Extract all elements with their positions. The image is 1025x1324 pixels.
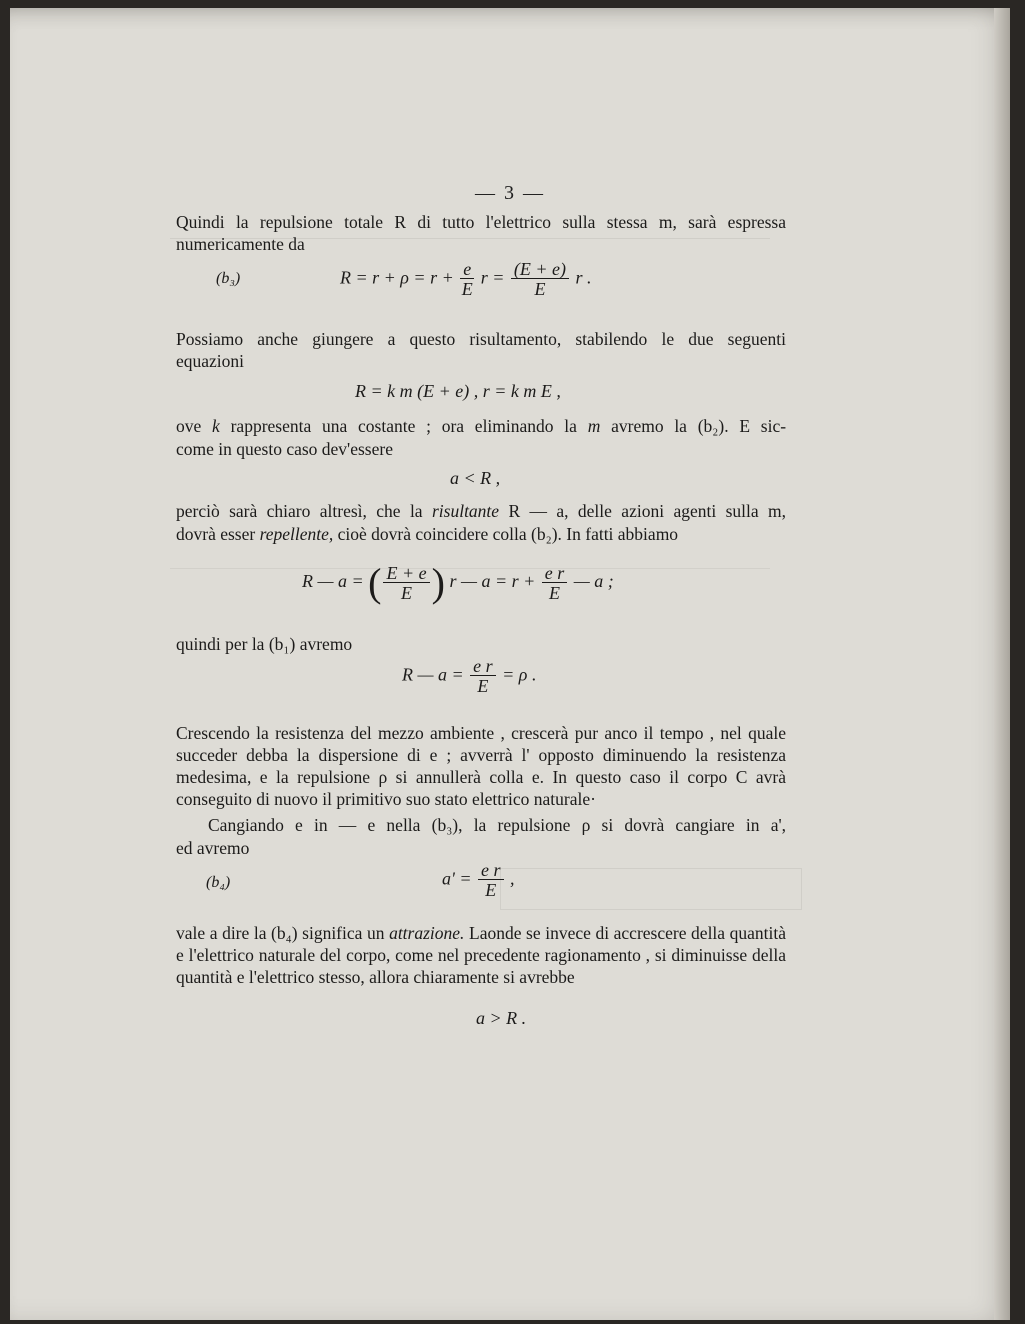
paragraph-line: Possiamo anche giungere a questo risultamento, stabilendo le due seguenti <box>176 329 786 349</box>
equation-difference <box>302 560 614 605</box>
text-run-italic: k <box>212 416 220 436</box>
fraction-numerator: E + e <box>383 564 429 583</box>
equation-mid: r — a = r + <box>449 571 536 592</box>
equation-tail: — a ; <box>573 571 614 592</box>
paragraph-resistance: Crescendo la resistenza del mezzo ambiente , crescerà pur anco il tempo , nel quale succeder debba la dispersione di e ; avverrà l' opposto diminuendo la resistenza medesima, e la repulsione ρ si annullerà colla e. In questo caso il corpo C avrà conseguito di nuovo il primitivo suo stato elettrico naturale· <box>176 723 786 809</box>
paragraph-line: equazioni <box>176 351 245 371</box>
fraction <box>470 657 496 696</box>
fraction-numerator: e <box>460 260 474 279</box>
paragraph-line <box>176 500 786 522</box>
text-run: ove <box>176 416 202 436</box>
text-run: cioè dovrà coincidere colla (b₂). In fatti abbiamo <box>337 524 679 544</box>
equation-tail: , <box>510 868 515 889</box>
fraction <box>542 564 568 603</box>
equation-lhs: R — a = <box>402 664 464 685</box>
text-run-italic: attrazione. <box>389 923 465 943</box>
equation-label-b4: (b₄) <box>206 874 231 891</box>
book-page <box>10 8 1010 1320</box>
text-run: vale a dire la (b₄) significa un <box>176 923 385 943</box>
fraction-denominator: E <box>485 880 497 900</box>
equation-b4 <box>442 861 515 900</box>
fraction-denominator: E <box>534 279 546 299</box>
inequality-a-greater-r: a > R . <box>476 1008 527 1028</box>
right-paren: ) <box>431 560 445 605</box>
fraction-denominator: E <box>549 582 561 603</box>
text-run: perciò sarà chiaro altresì, che la <box>176 501 423 521</box>
text-run-italic: m <box>587 416 601 436</box>
left-paren: ( <box>368 560 382 605</box>
equation-b3 <box>340 260 592 299</box>
paragraph-line: quindi per la (b₁) avremo <box>176 634 353 654</box>
paragraph-line: come in questo caso dev'essere <box>176 439 393 459</box>
fraction-numerator: e r <box>542 564 568 583</box>
paragraph-line <box>176 523 786 545</box>
text-run-italic: repellente, <box>259 524 334 544</box>
equation-lhs: R — a = <box>302 571 364 592</box>
text-run: Laonde se invece di accrescere della quantità e l'elettrico naturale del corpo, come nel precedente ragionamento , si diminuisse della quantità e l'elettrico stesso, allora chiaramente si avrebbe <box>176 923 787 987</box>
fraction-numerator: e r <box>478 861 504 880</box>
page-number: — 3 — <box>475 182 545 204</box>
fraction-numerator: e r <box>470 657 496 676</box>
text-run: dovrà esser <box>176 524 256 544</box>
equation-b3-lhs: R = r + ρ = r + <box>340 267 454 288</box>
text-run: avremo la <box>611 416 687 436</box>
fraction <box>460 260 474 299</box>
text-run: R — a, delle azioni agenti sulla m, <box>508 501 787 521</box>
text-run: rappresenta una costante ; ora eliminando la <box>230 416 577 436</box>
equation-tail: = ρ . <box>502 664 537 685</box>
show-through-figure <box>500 868 802 910</box>
fraction <box>511 260 569 299</box>
fraction-denominator: E <box>461 279 473 299</box>
text-run-italic: risultante <box>431 501 500 521</box>
fraction-numerator: (E + e) <box>511 260 569 279</box>
equation-b3-tail: r . <box>575 267 592 288</box>
equation-pair: R = k m (E + e) , r = k m E , <box>355 381 561 401</box>
inequality-a-less-r: a < R , <box>450 468 501 488</box>
equation-b3-mid: r = <box>480 267 505 288</box>
equation-result <box>402 657 536 696</box>
paragraph-line: ed avremo <box>176 838 250 858</box>
paragraph-line <box>176 415 786 437</box>
equation-lhs: a' = <box>442 868 472 889</box>
fraction-denominator: E <box>401 582 413 603</box>
fraction <box>478 861 504 900</box>
fraction-denominator: E <box>477 676 489 696</box>
paragraph-line: Cangiando e in — e nella (b₃), la repulsione ρ si dovrà cangiare in a', <box>208 815 786 835</box>
paragraph-conclusion <box>176 922 786 988</box>
text-run: (b₂). E sic- <box>697 416 787 436</box>
fraction <box>383 564 429 603</box>
paragraph-intro: Quindi la repulsione totale R di tutto l'elettrico sulla stessa m, sarà espressa numericamente da <box>176 212 786 254</box>
equation-label-b3: (b₃) <box>216 270 241 287</box>
